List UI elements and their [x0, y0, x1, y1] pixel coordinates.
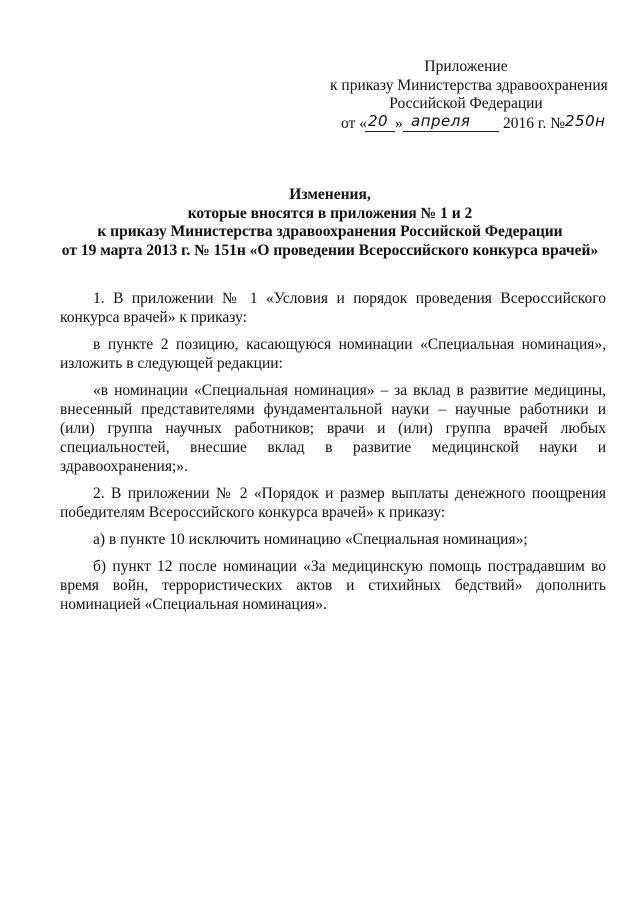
appendix-label: Приложение — [424, 58, 508, 75]
date-year: 2016 г. № — [503, 115, 566, 132]
paragraph-5: а) в пункте 10 исключить номинацию «Специальная номинация»; — [93, 531, 528, 548]
document-title — [40, 186, 620, 261]
paragraph-2: в пункте 2 позицию, касающуюся номинации «Специальная номинация», изложить в следующей редакции: — [60, 336, 606, 372]
title-line-1: Изменения, — [289, 186, 371, 203]
appendix-header — [330, 58, 608, 114]
title-line-3: к приказу Министерства здравоохранения Российской Федерации — [97, 223, 563, 241]
appendix-date-line — [341, 111, 609, 135]
date-day-handwritten: 20 — [368, 112, 389, 130]
paragraph-1: 1. В приложении № 1 «Условия и порядок проведения Всероссийского конкурса врачей» к приказу: — [60, 290, 606, 326]
date-prefix: от « — [341, 115, 367, 132]
appendix-order-ref: к приказу Министерства здравоохранения — [330, 76, 608, 94]
document-body — [60, 289, 606, 622]
date-month-handwritten: апреля — [411, 112, 471, 130]
date-quote-close: » — [395, 115, 403, 132]
title-line-2: которые вносятся в приложения № 1 и 2 — [187, 204, 473, 222]
paragraph-4: 2. В приложении № 2 «Порядок и размер выплаты денежного поощрения победителям Всероссийского конкурса врачей» к приказу: — [60, 485, 606, 521]
appendix-federation: Российской Федерации — [389, 95, 543, 112]
title-line-4: от 19 марта 2013 г. № 151н «О проведении Всероссийского конкурса врачей» — [61, 242, 599, 260]
date-month-underline — [403, 131, 499, 132]
paragraph-3: «в номинации «Специальная номинация» – за вклад в развитие медицины, внесенный представителями фундаментальной науки – научные работники и (или) группа научных работников; врачи и (или) группа врачей любых специальностей, внесшие вклад в развитие медицинской науки и здравоохранения;». — [60, 382, 606, 475]
date-day-underline — [365, 131, 395, 132]
order-number-handwritten: 250н — [565, 112, 606, 130]
paragraph-6: б) пункт 12 после номинации «За медицинскую помощь пострадавшим во время войн, террористических актов и стихийных бедствий» дополнить номинацией «Специальная номинация». — [60, 558, 606, 613]
